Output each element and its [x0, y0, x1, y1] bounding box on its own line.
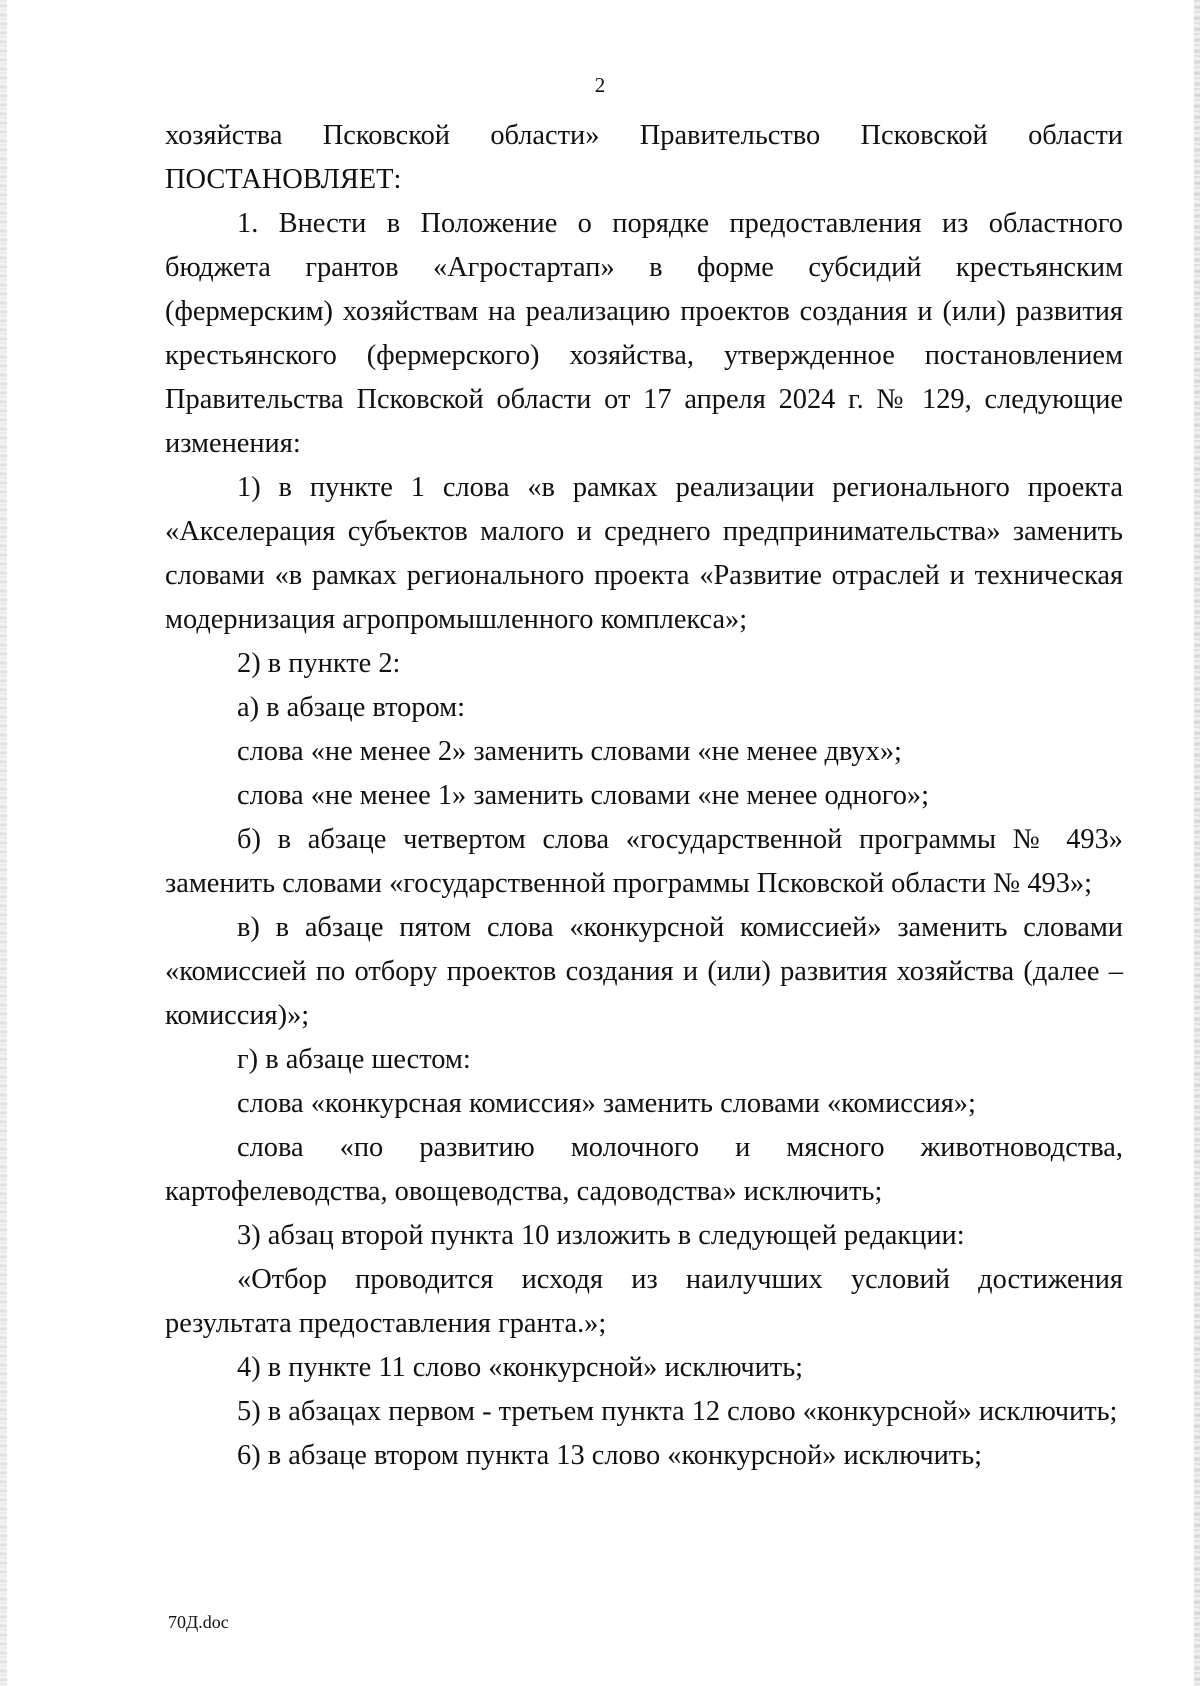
- paragraph: слова «не менее 2» заменить словами «не менее двух»;: [237, 736, 902, 767]
- paragraph: 5) в абзацах первом - третьем пункта 12 слово «конкурсной» исключить;: [237, 1396, 1118, 1427]
- paragraph: слова «конкурсная комиссия» заменить словами «комиссия»;: [237, 1088, 976, 1119]
- footer-file-code: 70Д.doc: [168, 1612, 229, 1632]
- paragraph: б) в абзаце четвертом слова «государственной программы № 493» заменить словами «государственной программы Псковской области № 493»;: [165, 824, 1123, 899]
- paragraph: а) в абзаце втором:: [237, 692, 466, 723]
- paragraph: 1. Внести в Положение о порядке предоставления из областного бюджета грантов «Агростартап» в форме субсидий крестьянским (фермерским) хозяйствам на реализацию проектов создания и (или) развития крестьянского (фермерского) хозяйства, утвержденное постановлением Правительства Псковской области от 17 апреля 2024 г. № 129, следующие изменения:: [165, 208, 1123, 459]
- paragraph: 3) абзац второй пункта 10 изложить в следующей редакции:: [237, 1220, 965, 1251]
- scan-edge-left: [0, 0, 7, 1686]
- page-number: 2: [594, 73, 606, 97]
- document-body: [165, 114, 1123, 1478]
- paragraph: г) в абзаце шестом:: [237, 1044, 471, 1075]
- paragraph: слова «по развитию молочного и мясного животноводства, картофелеводства, овощеводства, садоводства» исключить;: [165, 1132, 1123, 1207]
- paragraph: 2) в пункте 2:: [237, 648, 401, 679]
- paragraph: хозяйства Псковской области» Правительство Псковской области ПОСТАНОВЛЯЕТ:: [165, 120, 1123, 195]
- paragraph: 1) в пункте 1 слова «в рамках реализации регионального проекта «Акселерация субъектов малого и среднего предпринимательства» заменить словами «в рамках регионального проекта «Развитие отраслей и техническая модернизация агропромышленного комплекса»;: [165, 472, 1123, 635]
- paragraph: 6) в абзаце втором пункта 13 слово «конкурсной» исключить;: [237, 1440, 983, 1471]
- paragraph: «Отбор проводится исходя из наилучших условий достижения результата предоставления гранта.»;: [165, 1264, 1123, 1339]
- paragraph: в) в абзаце пятом слова «конкурсной комиссией» заменить словами «комиссией по отбору проектов создания и (или) развития хозяйства (далее – комиссия)»;: [165, 912, 1123, 1031]
- paragraph: 4) в пункте 11 слово «конкурсной» исключить;: [237, 1352, 804, 1383]
- scan-edge-right: [1194, 0, 1200, 1686]
- paragraph: слова «не менее 1» заменить словами «не менее одного»;: [237, 780, 929, 811]
